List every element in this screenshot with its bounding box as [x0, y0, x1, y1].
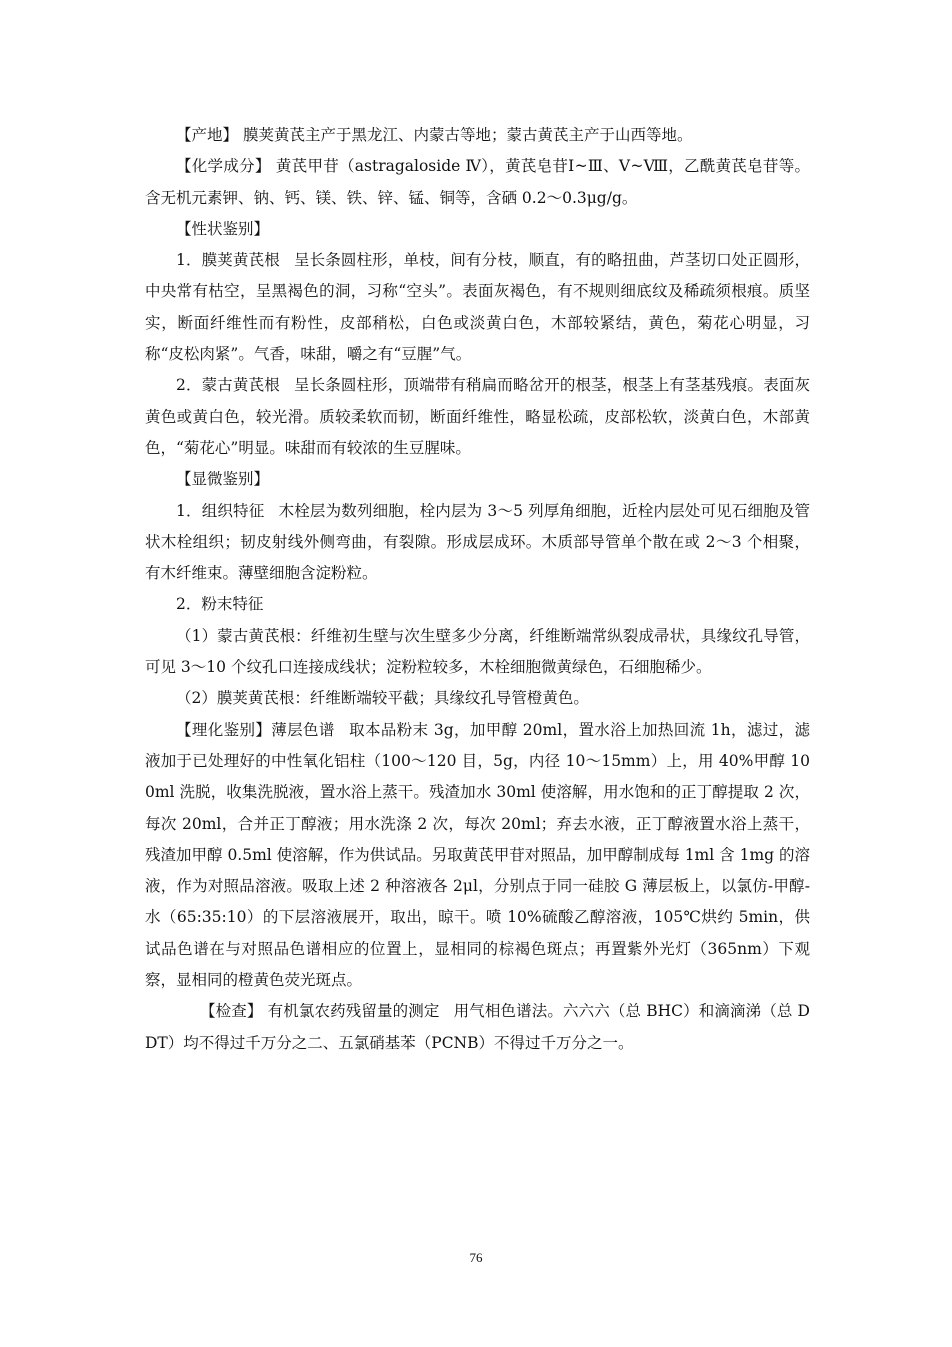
- document-body: [145, 120, 810, 1059]
- chandi-text: 膜荚黄芪主产于黑龙江、内蒙古等地；蒙古黄芪主产于山西等地。: [242, 126, 693, 144]
- section-lihua: [145, 715, 810, 997]
- xianwei-item-2-title: 2．粉末特征: [176, 595, 264, 614]
- xingzhuang-item-2-title: 2．蒙古黄芪根: [176, 376, 280, 395]
- heading-huaxue: 【化学成分】: [176, 157, 271, 176]
- xingzhuang-item-2: [145, 370, 810, 464]
- lihua-text: 取本品粉末 3g，加甲醇 20ml，置水浴上加热回流 1h，滤过，滤液加于已处理好的中性氧化铝柱（100～120 目，5g，内径 10～15mm）上，用 40%甲醇 100ml 洗脱，收集洗脱液，置水浴上蒸干。残渣加水 30ml 使溶解，用水饱和的正丁醇提取 2 次，每次 20ml，合并正丁醇液；用水洗涤 2 次，每次 20ml；弃去水液，正丁醇液置水浴上蒸干，残渣加甲醇 0.5ml 使溶解，作为供试品。另取黄芪甲苷对照品，加甲醇制成每 1ml 含 1mg 的溶液，作为对照品溶液。吸取上述 2 种溶液各 2μl，分别点于同一硅胶 G 薄层板上，以氯仿-甲醇-水（65:35:10）的下层溶液展开，取出，晾干。喷 10%硫酸乙醇溶液，105℃烘约 5min，供试品色谱在与对照品色谱相应的位置上，显相同的棕褐色斑点；再置紫外光灯（365nm）下观察，显相同的橙黄色荧光斑点。: [145, 720, 810, 990]
- xianwei-sub-1: （1）蒙古黄芪根：纤维初生壁与次生壁多少分离，纤维断端常纵裂成帚状，具缘纹孔导管，可见 3～10 个纹孔口连接成线状；淀粉粒较多，木栓细胞微黄绿色，石细胞稀少。: [145, 626, 810, 677]
- xingzhuang-item-1-title: 1．膜荚黄芪根: [176, 251, 280, 270]
- xianwei-item-1-text: 木栓层为数列细胞，栓内层为 3～5 列厚角细胞，近栓内层处可见石细胞及管状木栓组织；韧皮射线外侧弯曲，有裂隙。形成层成环。木质部导管单个散在或 2～3 个相聚，有木纤维束。薄壁细胞含淀粉粒。: [145, 501, 810, 583]
- xingzhuang-item-1: [145, 245, 810, 370]
- heading-chandi: 【产地】: [176, 126, 239, 144]
- section-chandi: [145, 120, 810, 151]
- heading-xingzhuang: 【性状鉴别】: [176, 219, 270, 238]
- xianwei-item-1-title: 1．组织特征: [176, 501, 265, 520]
- heading-jiancha: 【检查】: [200, 1002, 263, 1021]
- section-jiancha: [145, 996, 810, 1059]
- xingzhuang-item-1-text: 呈长条圆柱形，单枝，间有分枝，顺直，有的略扭曲，芦茎切口处正圆形，中央常有枯空，呈黑褐色的洞，习称“空头”。表面灰褐色，有不规则细底纹及稀疏须根痕。质坚实，断面纤维性而有粉性，皮部稍松，白色或淡黄白色，木部较紧结，黄色，菊花心明显，习称“皮松肉紧”。气香，味甜，嚼之有“豆腥”气。: [145, 251, 810, 364]
- huaxue-text: 黄芪甲苷（astragaloside Ⅳ），黄芪皂苷Ⅰ~Ⅲ、Ⅴ~Ⅷ，乙酰黄芪皂苷等。含无机元素钾、钠、钙、镁、铁、锌、锰、铜等，含硒 0.2～0.3μg/g。: [145, 157, 810, 207]
- section-huaxue: [145, 151, 810, 214]
- xianwei-item-1: [145, 496, 810, 590]
- page-number: 76: [469, 1250, 483, 1265]
- heading-lihua: 【理化鉴别】: [176, 720, 272, 739]
- xianwei-sub-2: （2）膜荚黄芪根：纤维断端较平截；具缘纹孔导管橙黄色。: [176, 689, 589, 708]
- heading-xianwei: 【显微鉴别】: [176, 470, 270, 489]
- xingzhuang-item-2-text: 呈长条圆柱形，顶端带有稍扁而略岔开的根茎，根茎上有茎基残痕。表面灰黄色或黄白色，较光滑。质较柔软而韧，断面纤维性，略显松疏，皮部松软，淡黄白色，木部黄色，“菊花心”明显。味甜而有较浓的生豆腥味。: [145, 376, 810, 457]
- lihua-title: 薄层色谱: [271, 720, 335, 739]
- jiancha-text: 用气相色谱法。六六六（总 BHC）和滴滴涕（总 DDT）均不得过千万分之二、五氯硝基苯（PCNB）不得过千万分之一。: [145, 1002, 810, 1052]
- jiancha-title: 有机氯农药残留量的测定: [267, 1002, 440, 1021]
